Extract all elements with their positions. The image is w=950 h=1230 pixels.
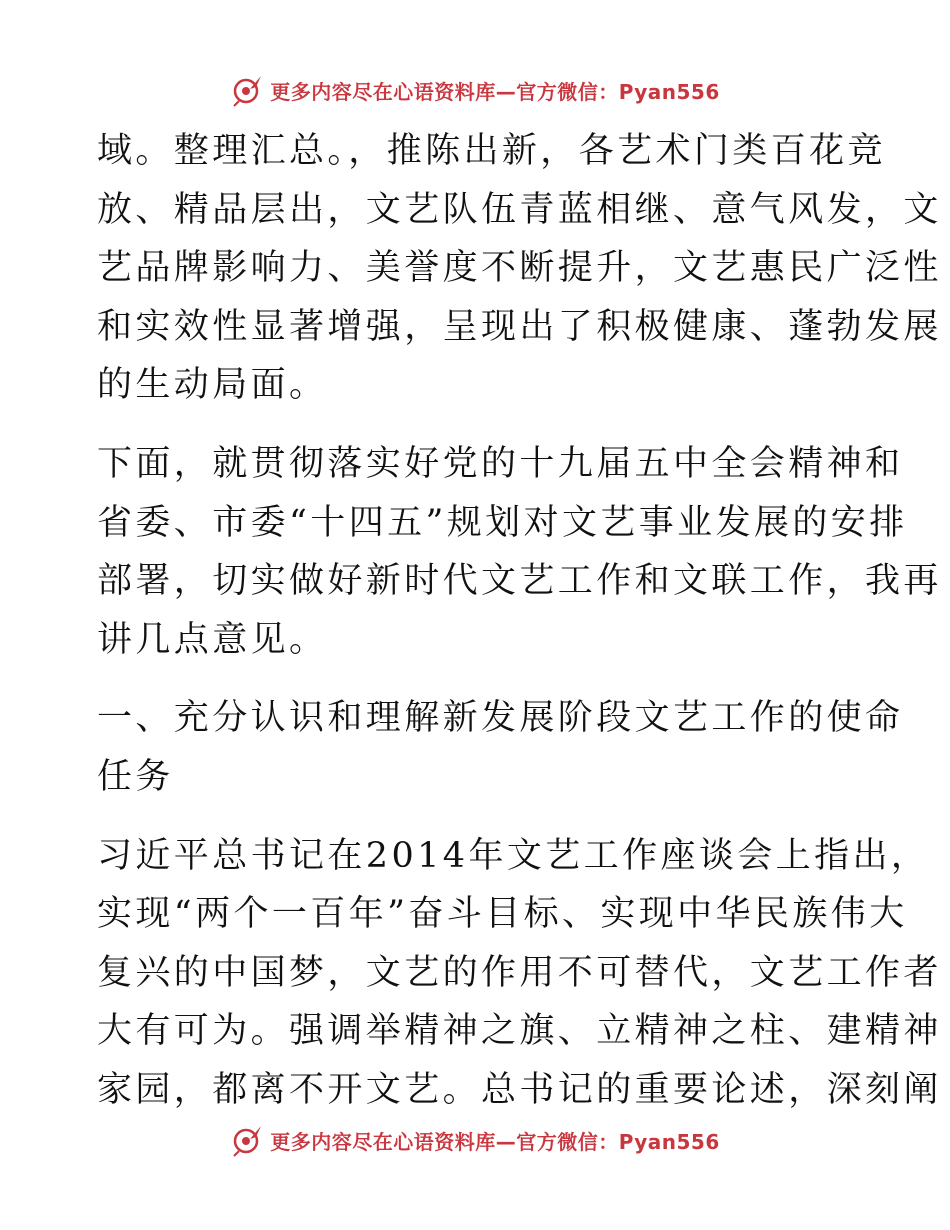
text-line: 艺品牌影响力、美誉度不断提升，文艺惠民广泛性 bbox=[97, 248, 942, 289]
text-line: 省委、市委“十四五”规划对文艺事业发展的安排 bbox=[97, 502, 908, 543]
text-line: 域。整理汇总。，推陈出新，各艺术门类百花竞 bbox=[97, 131, 886, 171]
section-heading bbox=[97, 689, 904, 806]
footer-banner bbox=[0, 1120, 950, 1160]
quill-pen-logo-icon bbox=[230, 73, 264, 107]
text-line: 的生动局面。 bbox=[97, 365, 328, 406]
quill-pen-logo-icon bbox=[230, 1123, 264, 1157]
text-line: 实现“两个一百年”奋斗目标、实现中华民族伟大 bbox=[97, 894, 908, 935]
text-line: 习近平总书记在2014年文艺工作座谈会上指出， bbox=[97, 835, 930, 876]
text-line: 放、精品层出，文艺队伍青蓝相继、意气风发，文 bbox=[97, 189, 942, 230]
text-line: 部署，切实做好新时代文艺工作和文联工作，我再 bbox=[97, 561, 942, 602]
text-line: 家园，都离不开文艺。总书记的重要论述，深刻阐 bbox=[97, 1069, 942, 1110]
text-line: 任务 bbox=[97, 756, 174, 797]
paragraph-1 bbox=[97, 122, 942, 415]
text-line: 讲几点意见。 bbox=[97, 619, 328, 660]
header-banner bbox=[0, 70, 950, 110]
text-line: 复兴的中国梦，文艺的作用不可替代，文艺工作者 bbox=[97, 952, 942, 993]
text-line: 和实效性显著增强，呈现出了积极健康、蓬勃发展 bbox=[97, 306, 942, 347]
header-banner-text: 更多内容尽在心语资料库—官方微信：Pyan556 bbox=[270, 79, 720, 104]
paragraph-2 bbox=[97, 435, 942, 669]
text-line: 大有可为。强调举精神之旗、立精神之柱、建精神 bbox=[97, 1011, 942, 1052]
text-line: 一、充分认识和理解新发展阶段文艺工作的使命 bbox=[97, 698, 904, 739]
footer-banner-text: 更多内容尽在心语资料库—官方微信：Pyan556 bbox=[270, 1129, 720, 1154]
document-body bbox=[97, 122, 942, 1120]
text-line: 下面，就贯彻落实好党的十九届五中全会精神和 bbox=[97, 443, 904, 484]
paragraph-gap bbox=[97, 415, 857, 435]
paragraph-gap bbox=[97, 669, 857, 689]
paragraph-3 bbox=[97, 827, 942, 1120]
paragraph-gap bbox=[97, 807, 857, 827]
